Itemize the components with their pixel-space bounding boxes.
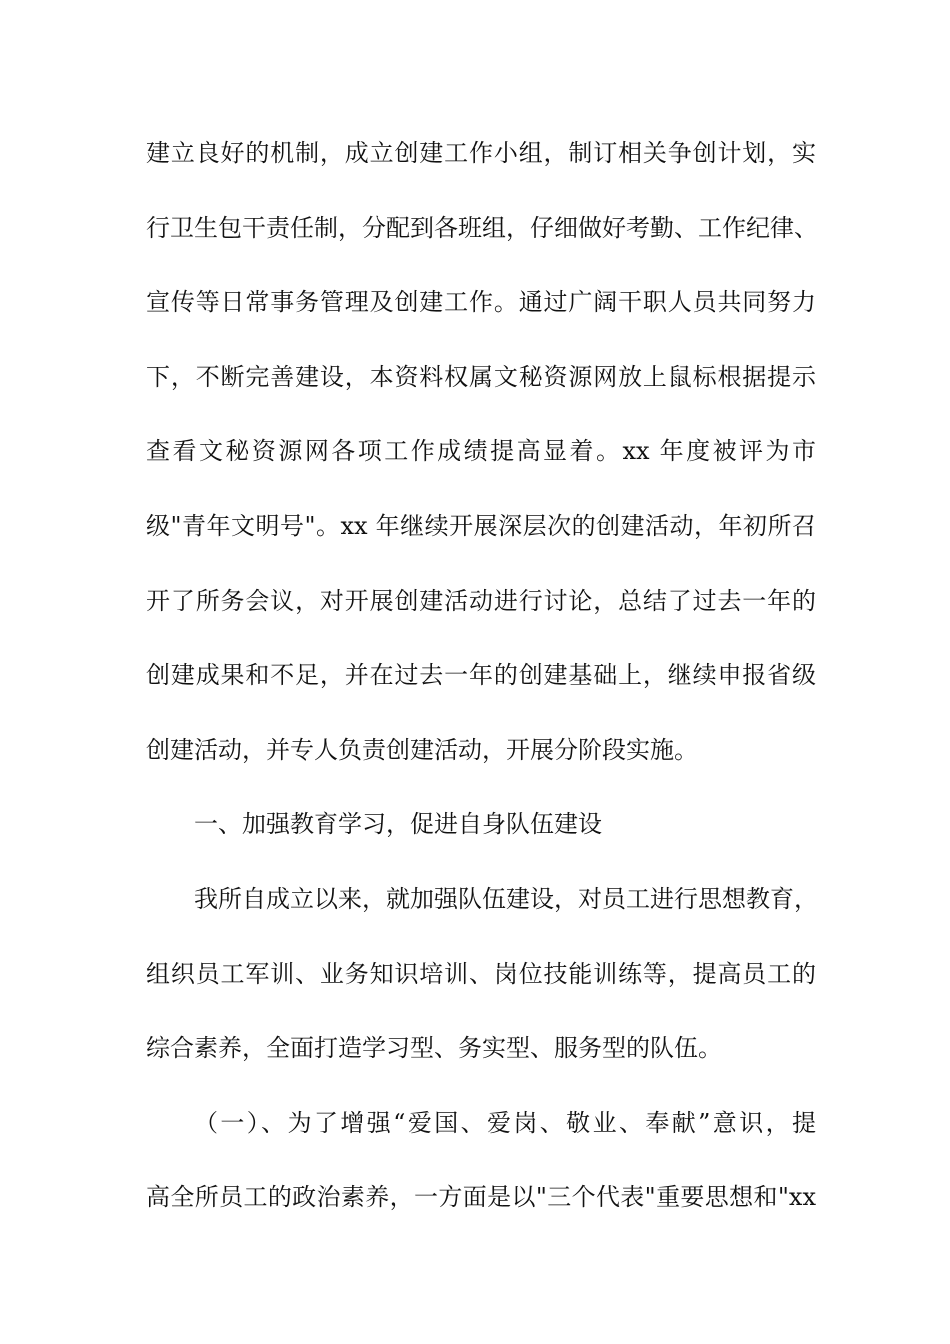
paragraph-line-8: 创建成果和不足，并在过去一年的创建基础上，继续申报省级: [146, 661, 816, 690]
paragraph-line-5: 查看文秘资源网各项工作成绩提高显着。xx 年度被评为市: [146, 437, 816, 466]
body-text: [146, 128, 816, 1247]
paragraph-line-2: 行卫生包干责任制，分配到各班组，仔细做好考勤、工作纪律、: [146, 213, 818, 242]
paragraph-line-11: 我所自成立以来，就加强队伍建设，对员工进行思想教育，: [194, 884, 818, 913]
paragraph-line-4: 下，不断完善建设，本资料权属文秘资源网放上鼠标根据提示: [146, 362, 816, 391]
paragraph-line-3: 宣传等日常事务管理及创建工作。通过广阔干职人员共同努力: [146, 288, 816, 317]
paragraph-line-9: 创建活动，并专人负责创建活动，开展分阶段实施。: [146, 735, 698, 764]
paragraph-line-14: （一）、为了增强“爱国、爱岗、敬业、奉献”意识，提: [194, 1108, 816, 1137]
section-heading: 一、加强教育学习，促进自身队伍建设: [194, 810, 602, 839]
paragraph-line-7: 开了所务会议，对开展创建活动进行讨论，总结了过去一年的: [146, 586, 816, 615]
paragraph-line-12: 组织员工军训、业务知识培训、岗位技能训练等，提高员工的: [146, 959, 816, 988]
paragraph-line-1: 建立良好的机制，成立创建工作小组，制订相关争创计划，实: [146, 139, 816, 167]
paragraph-line-6: 级"青年文明号"。xx 年继续开展深层次的创建活动，年初所召: [146, 511, 816, 540]
paragraph-line-15: 高全所员工的政治素养，一方面是以"三个代表"重要思想和"xx: [146, 1183, 816, 1212]
paragraph-line-13: 综合素养，全面打造学习型、务实型、服务型的队伍。: [146, 1034, 722, 1063]
